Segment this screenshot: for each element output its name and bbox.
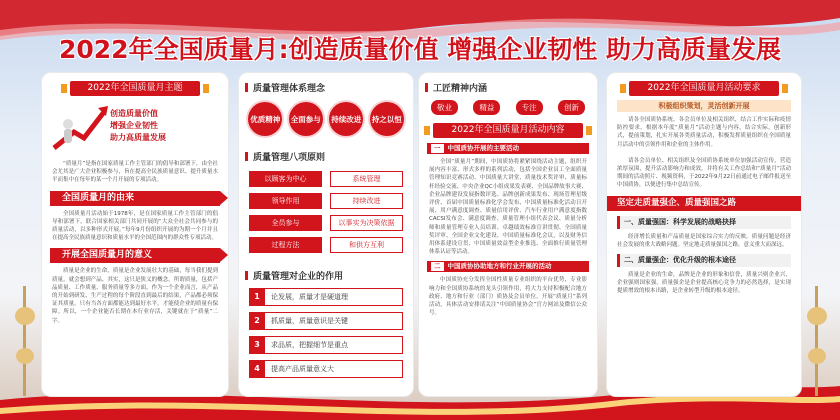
theme-line-2: 增强企业韧性 — [110, 121, 158, 130]
system-circles — [239, 94, 413, 136]
content-heading: 2022年全国质量月活动内容 — [433, 123, 583, 138]
requirements-heading: 2022年全国质量月活动要求 — [629, 81, 779, 96]
role-text: 抓质量，质量意识是关键 — [265, 312, 403, 330]
rising-arrow-figure-icon — [50, 102, 110, 154]
role-row — [249, 336, 403, 354]
item1-text: 全国“质量月”期间，中国质协将紧紧围绕活动主题，组织开展内容丰富、形式多样的系列活动，包括全国企业员工全面质量管理知识竞赛活动、中国质量大讲堂、质量技术奖评审、质量标杆经验交流、中央企业QC小组成果发表赛、全国品牌故事大赛、企业品牌建设发展指数评选、品牌创新成果发布、现场管理星级评价、首届中国质量标准化学会发布、中国质量标准化活动日开展、用户满意度调查、质量信用评价、汽车行业用户满意度指数CACSI发布会、满意度调查、质量管理小组代表会议、质量分析师和质量管理专业人员培训、卓越绩效标准宣讲贯彻、全国质量奖评审、全国企业文化建设、中国质量标准化会议，以及财务信用体系建设宣贯、中国质量效益型企业推选、全面推行质量管理体系认证等活动。 — [429, 159, 587, 256]
requirements-text-1: 请各全国质协系统、各会员单位及相关组织，结合工作实际和疫情防控要求，根据本年度“质量月”活动主题与内容，结合实际，创新形式，提前策划，扎实开展各类质量活动，积极发挥质量组织在全国质量月活动中的引领作用和企业的主体作用。 — [617, 117, 791, 148]
role-number: 1 — [249, 288, 265, 306]
item1-number: 一 — [431, 144, 444, 153]
requirements-text-2: 请各会员单位、相关组织及全国质协系统单位加强活动宣传，营造浓厚氛围，提升活动影响力和成效，并将有关工作总结和“质量月”活动期间的活动照片、视频资料，于2022年9月22日前通过电子邮件报送至中国质协，以便进行集中总结宣传。 — [617, 157, 791, 189]
principle-8: 和供方互利 — [330, 237, 403, 253]
item1-title-text: 中国质协开展的主要活动 — [447, 144, 519, 152]
principle-3: 领导作用 — [249, 193, 322, 209]
item1-title — [427, 143, 589, 154]
adhere-sub-1-text: 经济增长质量和产品质量是国家综合实力的反映。质量问题是经济社会发展的重大战略问题。坚定地走质量强国之路，意义重大而深远。 — [617, 233, 791, 248]
role-text: 提高产品质量意义大 — [265, 360, 403, 378]
role-row — [249, 288, 403, 306]
circle-2: 全面参与 — [289, 102, 323, 136]
banner-title: 2022年全国质量月:创造质量价值 增强企业韧性 助力高质量发展 — [59, 35, 781, 64]
circle-3: 持续改进 — [329, 102, 363, 136]
role-row — [249, 360, 403, 378]
spirit-word: 敬业 — [431, 100, 458, 115]
meaning-heading: 开展全国质量月的意义 — [50, 248, 220, 263]
theme-line-1: 创造质量价值 — [110, 109, 158, 118]
meaning-text: 质量是企业的生命，质量是企业发展壮大的基础，每当我们提到质量，就会想到产品、其实，这只是狭义的概念。所谓质量，包括产品质量、工作质量、服务质量等多方面。作为一个企业而言，从产品的开始到研发、生产过程的每个阶段直到最后的结果，产品都必须保证其质量。只有当各方面都能达到最好水平，才能使企业的质量有保障。所以，一个企业能否长期在本行业存活，关键就在于“质量”二字。 — [52, 268, 218, 324]
adhere-sub-2: 二、质量强企：优化升级的根本途径 — [617, 254, 791, 267]
principle-7: 过程方法 — [249, 237, 322, 253]
adhere-sub-2-text: 质量是企业的生命，品牌是企业的形象和信誉，质量兴则企业兴，企业强则国家强。质量强企是企业提高核心竞争力的必然选择，是实现提质增效的根本出路，是企业转型升级的根本途径。 — [617, 272, 791, 295]
origin-heading: 全国质量月的由来 — [50, 191, 220, 206]
item2-title-text: 中国质协协助地方和行业开展的活动 — [447, 262, 552, 271]
theme-text: “质量月”是指在国家质量工作主管部门的倡导和部署下，由全社会尤其是广大企业积极参与，旨在提高全民族质量意识、提升质量水平而集中在每年的某一个月开展的专项活动。 — [52, 161, 218, 184]
origin-text: 全国质量月活动始于1978年，是在国家质量工作主管部门的倡导和部署下，联合国家相关部门共同开展的“大众全社会共同参与的质量活动，以多种形式开展。”每年9月份组织开展的为期一个月并且在提高全民族质量意识和质量水平的全国范围内的群众性专项活动。 — [52, 210, 218, 242]
role-number: 3 — [249, 336, 265, 354]
role-text: 论发展，质量才是硬道理 — [265, 288, 403, 306]
role-row — [249, 312, 403, 330]
adhere-sub-1: 一、质量强国：科学发展的战略抉择 — [617, 216, 791, 229]
requirements-subheading: 积极组织策划，灵活创新开展 — [617, 100, 791, 112]
circle-4: 持之以恒 — [370, 102, 404, 136]
principle-1: 以顾客为中心 — [249, 171, 322, 187]
spirit-word: 精益 — [473, 100, 500, 115]
spirit-word: 创新 — [558, 100, 585, 115]
theme-line-3: 助力高质量发展 — [110, 133, 166, 142]
adhere-heading: 坚定走质量强企、质量强国之路 — [607, 196, 801, 211]
right-lantern-decoration — [802, 286, 832, 396]
principles-grid — [239, 163, 413, 253]
theme-box — [42, 96, 228, 156]
left-lantern-decoration — [10, 286, 40, 396]
requirements-panel — [606, 72, 802, 397]
item2-number: 二 — [431, 262, 444, 271]
activities-panel — [418, 72, 598, 397]
principle-6: 以事实为决策依据 — [330, 215, 403, 231]
principles-heading: 质量管理八项原则 — [239, 142, 413, 163]
management-panel — [238, 72, 414, 397]
role-number: 2 — [249, 312, 265, 330]
spirit-heading: 工匠精神内涵 — [419, 73, 597, 94]
role-text: 求品质，把握细节是重点 — [265, 336, 403, 354]
system-heading: 质量管理体系理念 — [239, 73, 413, 94]
principle-5: 全员参与 — [249, 215, 322, 231]
principle-2: 系统管理 — [330, 171, 403, 187]
role-number: 4 — [249, 360, 265, 378]
roles-heading: 质量管理对企业的作用 — [239, 261, 413, 282]
item2-text: 中国质协充分发挥全国性质量专业组织的平台优势，专业影响力和全国质协系统的龙头引领作用，将大力支持积极配合地方政府、地方和行业（部门）质协及会员单位，开展“质量月”系列活动，具体活动安排请关注“中国质量协会”官方网站及微信公众号。 — [429, 277, 587, 317]
spirit-words — [419, 94, 597, 115]
circle-1: 优质精神 — [248, 102, 282, 136]
spirit-word: 专注 — [516, 100, 543, 115]
item2-title — [427, 261, 589, 272]
theme-panel — [41, 72, 229, 397]
theme-heading: 2022年全国质量月主题 — [70, 81, 200, 96]
principle-4: 持续改进 — [330, 193, 403, 209]
